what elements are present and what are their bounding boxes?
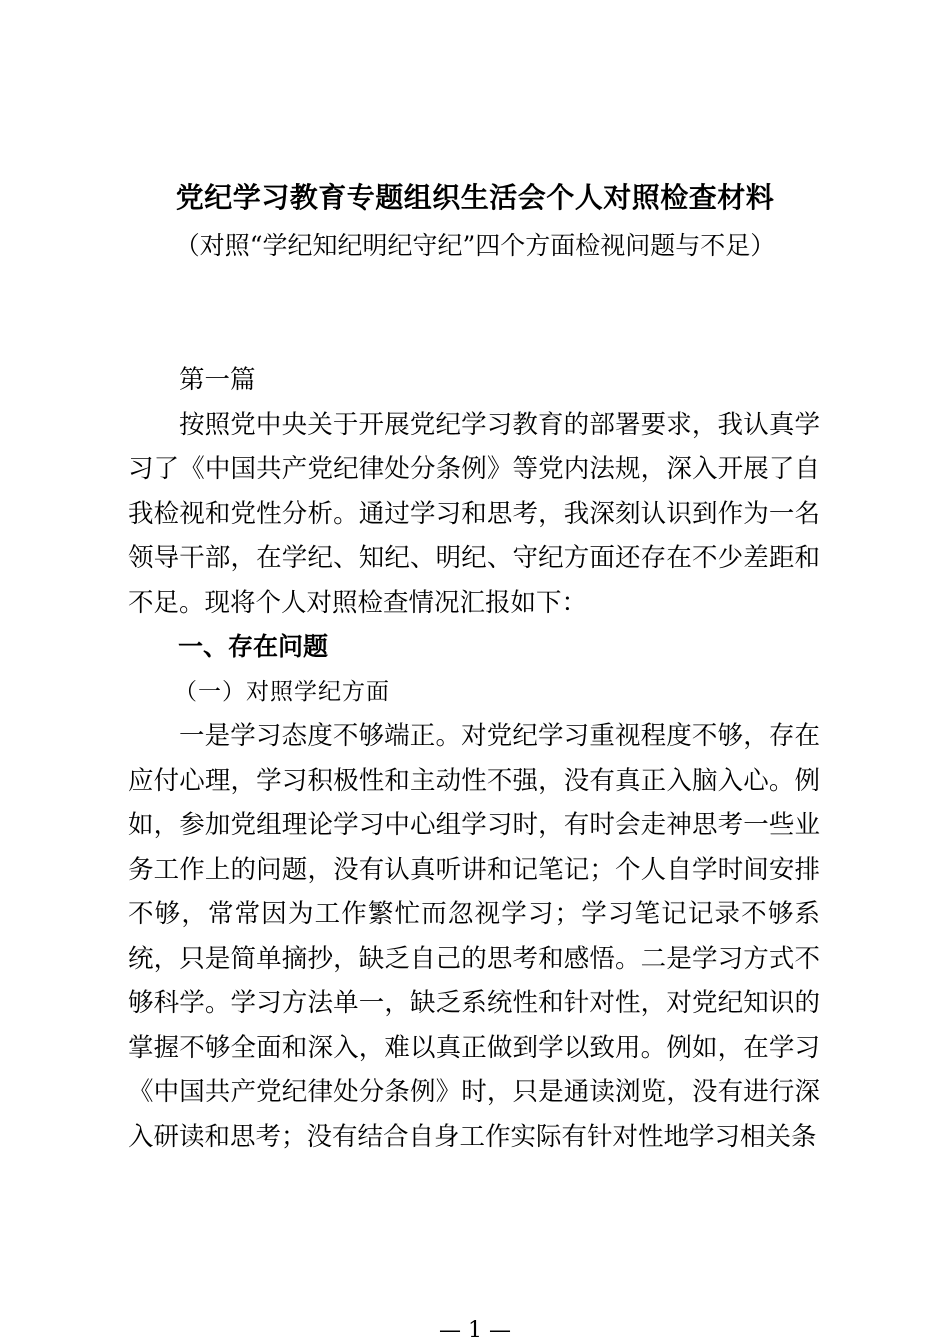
intro-paragraph: 按照党中央关于开展党纪学习教育的部署要求，我认真学习了《中国共产党纪律处分条例》等党内法规，深入开展了自我检视和党性分析。通过学习和思考，我深刻认识到作为一名领导干部，在学纪、知纪、明纪、守纪方面还存在不少差距和不足。现将个人对照检查情况汇报如下： <box>128 409 820 618</box>
document-body <box>128 358 820 1159</box>
section-label: 第一篇 <box>179 365 256 395</box>
body-paragraph: 一是学习态度不够端正。对党纪学习重视程度不够，存在应付心理，学习积极性和主动性不强，没有真正入脑入心。例如，参加党组理论学习中心组学习时，有时会走神思考一些业务工作上的问题，没有认真听讲和记笔记；个人自学时间安排不够，常常因为工作繁忙而忽视学习；学习笔记记录不够系统，只是简单摘抄，缺乏自己的思考和感悟。二是学习方式不够科学。学习方法单一，缺乏系统性和针对性，对党纪知识的掌握不够全面和深入，难以真正做到学以致用。例如，在学习《中国共产党纪律处分条例》时，只是通读浏览，没有进行深入研读和思考；没有结合自身工作实际有针对性地学习相关条 <box>128 721 820 1152</box>
document-title: 党纪学习教育专题组织生活会个人对照检查材料 <box>175 181 775 214</box>
subheading-learning-discipline: （一）对照学纪方面 <box>174 678 390 705</box>
document-subtitle: （对照“学纪知纪明纪守纪”四个方面检视问题与不足） <box>174 231 776 260</box>
page-number: — 1 — <box>439 1318 511 1343</box>
heading-existing-problems: 一、存在问题 <box>178 632 329 661</box>
